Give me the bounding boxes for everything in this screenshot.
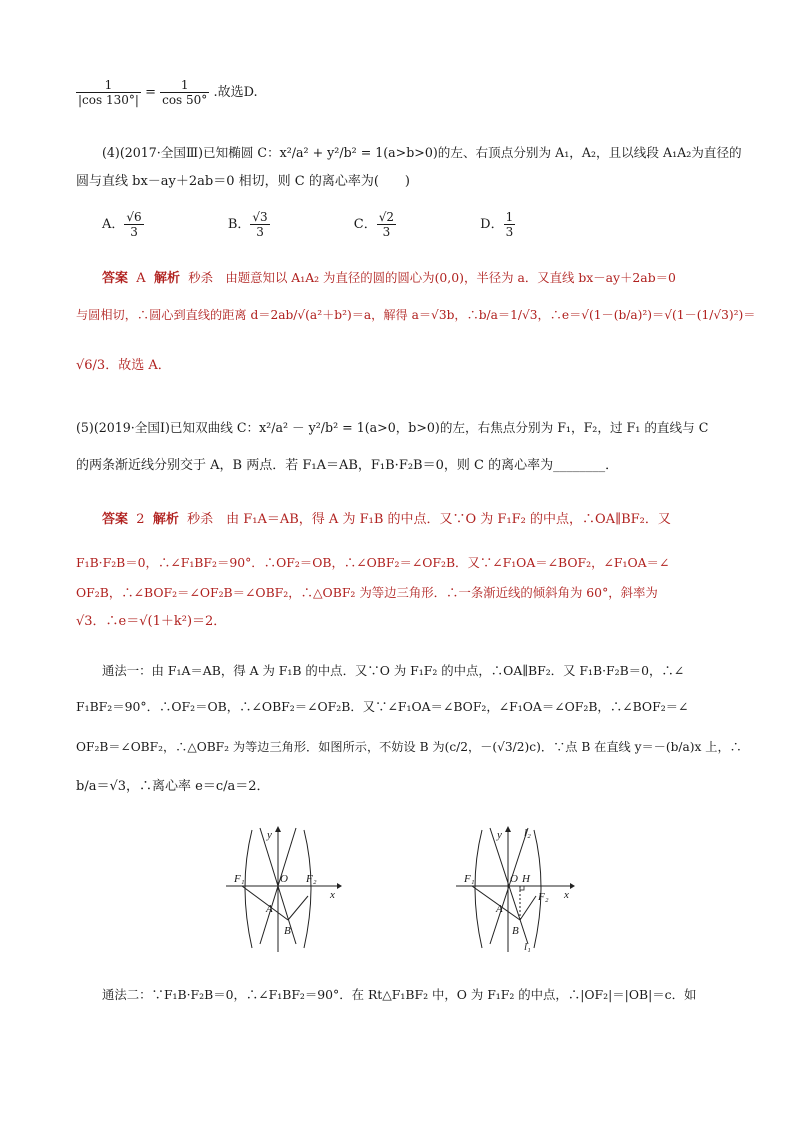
label-b: B — [284, 925, 291, 937]
segment-f1-b — [242, 886, 288, 920]
q4-choices — [102, 210, 595, 239]
label-y: y — [267, 829, 272, 841]
label-x: x — [564, 889, 569, 901]
label-f1: F₁ — [234, 873, 245, 885]
right-branch — [534, 830, 541, 948]
label-y: y — [497, 829, 502, 841]
method1-line2: F₁BF₂＝90°．∴OF₂＝OB，∴∠OBF₂＝∠OF₂B．又∵∠F₁OA＝∠BOF₂，∠F₁OA＝∠OF₂B，∴∠BOF₂＝∠ — [76, 699, 689, 714]
x-axis-arrow-icon — [570, 883, 575, 889]
x-axis-arrow-icon — [337, 883, 342, 889]
method2-line1: 通法二：∵F₁B·F₂B＝0，∴∠F₁BF₂＝90°．在 Rt△F₁BF₂ 中，O 为 F₁F₂ 的中点，∴|OF₂|＝|OB|＝c．如 — [102, 987, 697, 1002]
choice-b: B． $\frac{√3}{3}$ — [227, 210, 268, 239]
q4-answer-line2: 与圆相切，∴圆心到直线的距离 d＝2ab/√(a²＋b²)＝a，解得 a＝√3b，∴b/a＝1/√3，∴e＝√(1－(b/a)²)＝√(1－(1/√3)²)＝ — [76, 308, 756, 322]
right-branch — [304, 830, 311, 948]
choice-a: A． $\frac{√6}{3}$ — [102, 210, 142, 239]
answer-tag: 答案 — [102, 512, 129, 527]
analysis-tag: 解析 — [152, 512, 179, 527]
label-l2: l₂ — [524, 827, 531, 839]
top-fraction-line: $\frac{1}{|\cos 130^\circ|}$ = $\frac{1}{\cos 50^\circ}$ .故选D. — [78, 78, 258, 107]
fraction-2: $\frac{1}{\cos 50^\circ}$ — [162, 78, 208, 107]
q5-answer-line3: OF₂B，∴∠BOF₂＝∠OF₂B＝∠OBF₂，∴△OBF₂ 为等边三角形．∴一条渐近线的倾斜角为 60°，斜率为 — [76, 585, 658, 600]
label-a: A — [496, 903, 503, 915]
segment-b-f2 — [288, 896, 308, 920]
hyperbola-figure-2 — [452, 820, 576, 954]
q4-line1: (4)(2017·全国Ⅲ)已知椭圆 C：x²/a² + y²/b² = 1(a>b>0)的左、右顶点分别为 A₁，A₂，且以线段 A₁A₂为直径的 — [102, 145, 742, 160]
q4-line2: 圆与直线 bx－ay＋2ab＝0 相切，则 C 的离心率为( ) — [76, 174, 410, 189]
label-b: B — [512, 925, 519, 937]
label-h: H — [522, 873, 530, 885]
hyperbola-figure-1 — [222, 824, 342, 954]
y-axis-arrow-icon — [275, 826, 281, 832]
y-axis-arrow-icon — [505, 826, 511, 832]
method1-line1: 通法一：由 F₁A＝AB，得 A 为 F₁B 的中点．又∵O 为 F₁F₂ 的中点，∴OA∥BF₂．又 F₁B·F₂B＝0，∴∠ — [102, 663, 685, 678]
q4-answer-line3: √6/3．故选 A． — [76, 358, 171, 373]
method1-line4: b/a＝√3，∴离心率 e＝c/a＝2． — [76, 779, 270, 794]
analysis-tag: 解析 — [153, 271, 180, 286]
label-f2: F₂ — [538, 891, 549, 903]
q5-line1: (5)(2019·全国Ⅰ)已知双曲线 C：x²/a² － y²/b² = 1(a>0，b>0)的左，右焦点分别为 F₁，F₂，过 F₁ 的直线与 C — [76, 420, 709, 435]
method1-line3: OF₂B＝∠OBF₂，∴△OBF₂ 为等边三角形．如图所示，不妨设 B 为(c/2，－(√3/2)c)．∵点 B 在直线 y＝－(b/a)x 上，∴ — [76, 740, 742, 754]
choice-c: C． $\frac{√2}{3}$ — [353, 210, 395, 239]
q5-answer-line2: F₁B·F₂B＝0，∴∠F₁BF₂＝90°．∴OF₂＝OB，∴∠OBF₂＝∠OF₂B．又∵∠F₁OA＝∠BOF₂，∠F₁OA＝∠ — [76, 555, 670, 570]
fraction-1: $\frac{1}{|\cos 130^\circ|}$ — [78, 78, 139, 107]
q4-answer-line1: 答案 A 解析 秒杀 由题意知以 A₁A₂ 为直径的圆的圆心为(0,0)，半径为 a．又直线 bx－ay＋2ab＝0 — [102, 270, 676, 286]
segment-b-f2 — [520, 896, 536, 920]
label-f1: F₁ — [464, 873, 475, 885]
label-f2: F₂ — [306, 873, 317, 885]
label-x: x — [330, 889, 335, 901]
label-o: O — [510, 873, 518, 885]
choice-d: D． $\frac{1}{3}$ — [480, 210, 514, 239]
answer-tag: 答案 — [102, 271, 129, 286]
q5-line2: 的两条渐近线分别交于 A，B 两点．若 F₁A＝AB，F₁B·F₂B＝0，则 C 的离心率为________． — [76, 458, 619, 473]
right-angle-mark — [520, 886, 524, 890]
label-l1: l₁ — [524, 941, 531, 953]
label-a: A — [266, 903, 273, 915]
q5-answer-line1: 答案 2 解析 秒杀 由 F₁A＝AB，得 A 为 F₁B 的中点．又∵O 为 F₁F₂ 的中点，∴OA∥BF₂．又 — [102, 512, 671, 527]
label-o: O — [280, 873, 288, 885]
q5-answer-line4: √3．∴e＝√(1＋k²)＝2． — [76, 614, 227, 629]
